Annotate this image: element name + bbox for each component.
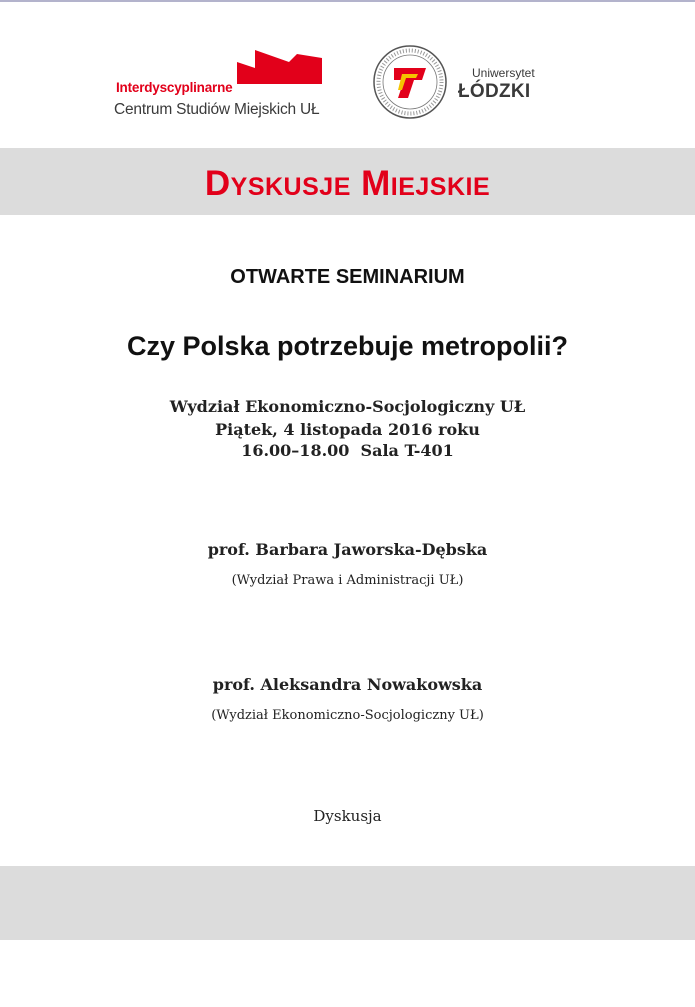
university-seal-icon xyxy=(372,44,448,120)
closing-label: Dyskusja xyxy=(313,807,382,825)
iscm-logo-line1: Interdyscyplinarne xyxy=(116,80,233,95)
event-time-room: 16.00–18.00 Sala T-401 xyxy=(241,441,454,460)
speaker-affiliation: (Wydział Prawa i Administracji UŁ) xyxy=(231,573,464,588)
iscm-logo xyxy=(113,46,333,122)
top-border-line xyxy=(0,0,695,2)
event-title: Czy Polska potrzebuje metropolii? xyxy=(126,331,569,361)
event-kicker: OTWARTE SEMINARIUM xyxy=(230,266,465,288)
footer-band xyxy=(0,866,695,940)
speaker-affiliation: (Wydział Ekonomiczno-Socjologiczny UŁ) xyxy=(211,708,484,723)
university-logo-line2: ŁÓDZKI xyxy=(458,81,531,102)
city-skyline-logo-icon xyxy=(237,48,322,84)
university-logo-line1: Uniwersytet xyxy=(472,66,535,80)
event-date: Piątek, 4 listopada 2016 roku xyxy=(215,420,480,439)
speaker-name: prof. Barbara Jaworska-Dębska xyxy=(207,540,488,559)
speaker-name: prof. Aleksandra Nowakowska xyxy=(212,675,483,694)
event-venue: Wydział Ekonomiczno-Socjologiczny UŁ xyxy=(169,397,526,416)
series-title: Dyskusje Miejskie xyxy=(204,164,491,203)
iscm-logo-line2: Centrum Studiów Miejskich UŁ xyxy=(114,101,320,118)
university-logo xyxy=(372,44,572,124)
